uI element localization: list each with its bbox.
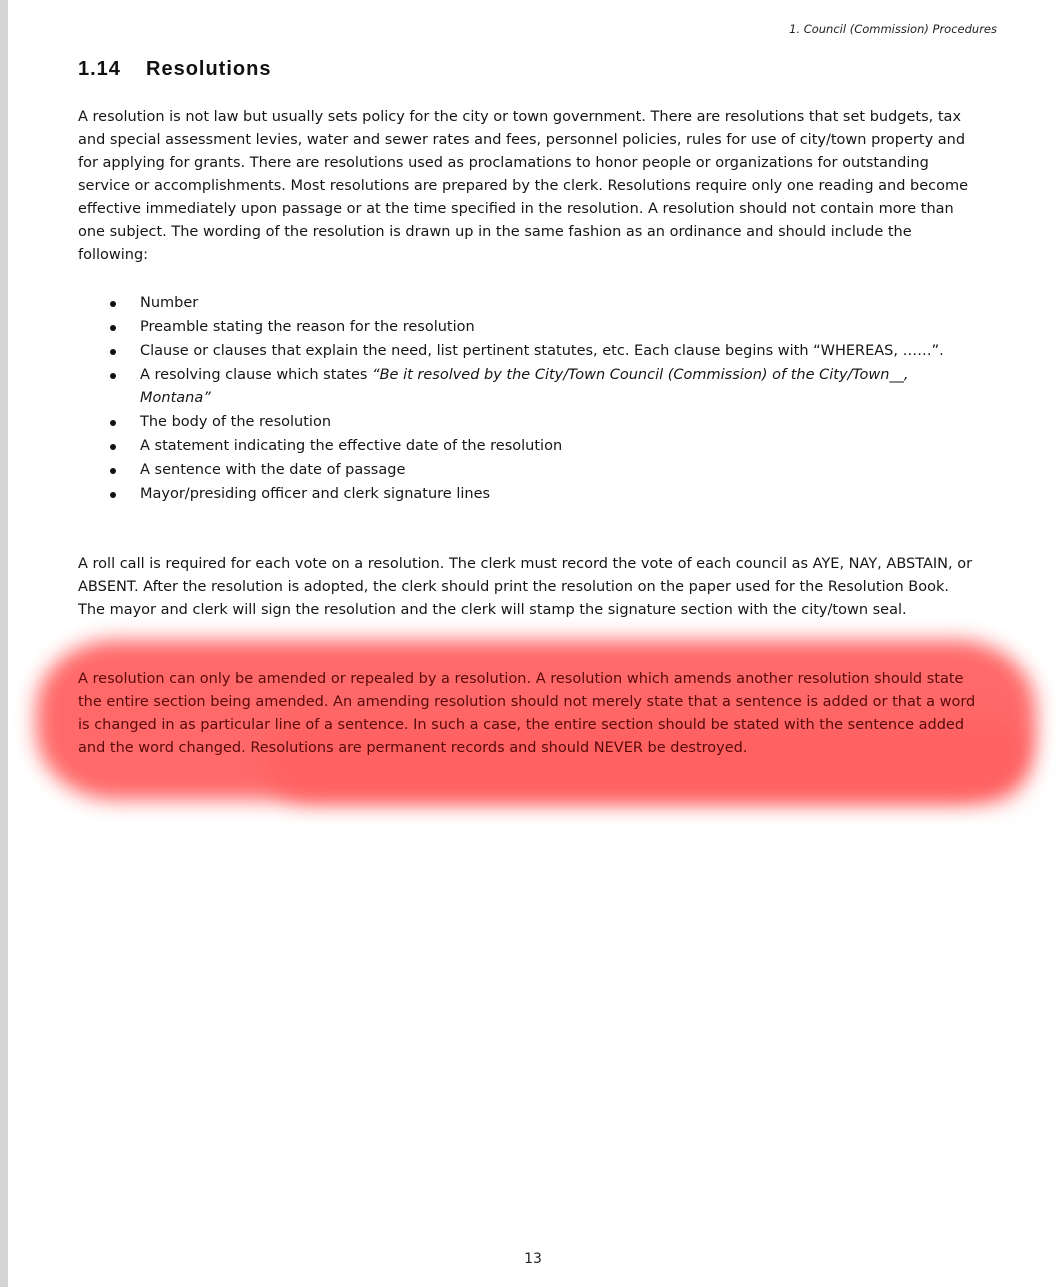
list-item: Number	[78, 292, 978, 315]
document-page	[8, 0, 1058, 1287]
resolution-contents-list	[78, 292, 978, 507]
running-header: 1. Council (Commission) Procedures	[789, 22, 997, 36]
amendment-paragraph: A resolution can only be amended or repealed by a resolution. A resolution which amends another resolution should state the entire section being amended. An amending resolution should not merely state that a sentence is added or that a word is changed in as particular line of a sentence. In such a case, the entire section should be stated with the sentence added and the word changed. Resolutions are permanent records and should NEVER be destroyed.	[78, 671, 976, 756]
page-number: 13	[524, 1251, 542, 1267]
list-item: A sentence with the date of passage	[78, 459, 978, 482]
list-item: Mayor/presiding officer and clerk signature lines	[78, 483, 978, 506]
list-item: The body of the resolution	[78, 411, 978, 434]
resolving-clause-quote: “Be it resolved by the City/Town Council (Commission) of the City/Town__, Montana”	[140, 367, 909, 406]
list-item	[78, 364, 978, 410]
section-title: Resolutions	[146, 58, 272, 80]
section-heading	[78, 58, 271, 81]
list-item-text: A resolving clause which states	[140, 367, 373, 383]
intro-paragraph: A resolution is not law but usually sets policy for the city or town government. There are resolutions that set budgets, tax and special assessment levies, water and sewer rates and fees, personnel policies, rules for use of city/town property and for applying for grants. There are resolutions used as proclamations to honor people or organizations for outstanding service or accomplishments. Most resolutions are prepared by the clerk. Resolutions require only one reading and become effective immediately upon passage or at the time specified in the resolution. A resolution should not contain more than one subject. The wording of the resolution is drawn up in the same fashion as an ordinance and should include the following:	[78, 109, 969, 263]
list-item: A statement indicating the effective date of the resolution	[78, 435, 978, 458]
section-number: 1.14	[78, 58, 121, 80]
roll-call-paragraph: A roll call is required for each vote on a resolution. The clerk must record the vote of each council as AYE, NAY, ABSTAIN, or ABSENT. After the resolution is adopted, the clerk should print the resolution on the paper used for the Resolution Book. The mayor and clerk will sign the resolution and the clerk will stamp the signature section with the city/town seal.	[78, 556, 973, 618]
list-item: Preamble stating the reason for the resolution	[78, 316, 978, 339]
list-item: Clause or clauses that explain the need, list pertinent statutes, etc. Each clause begins with “WHEREAS, ……”.	[78, 340, 978, 363]
